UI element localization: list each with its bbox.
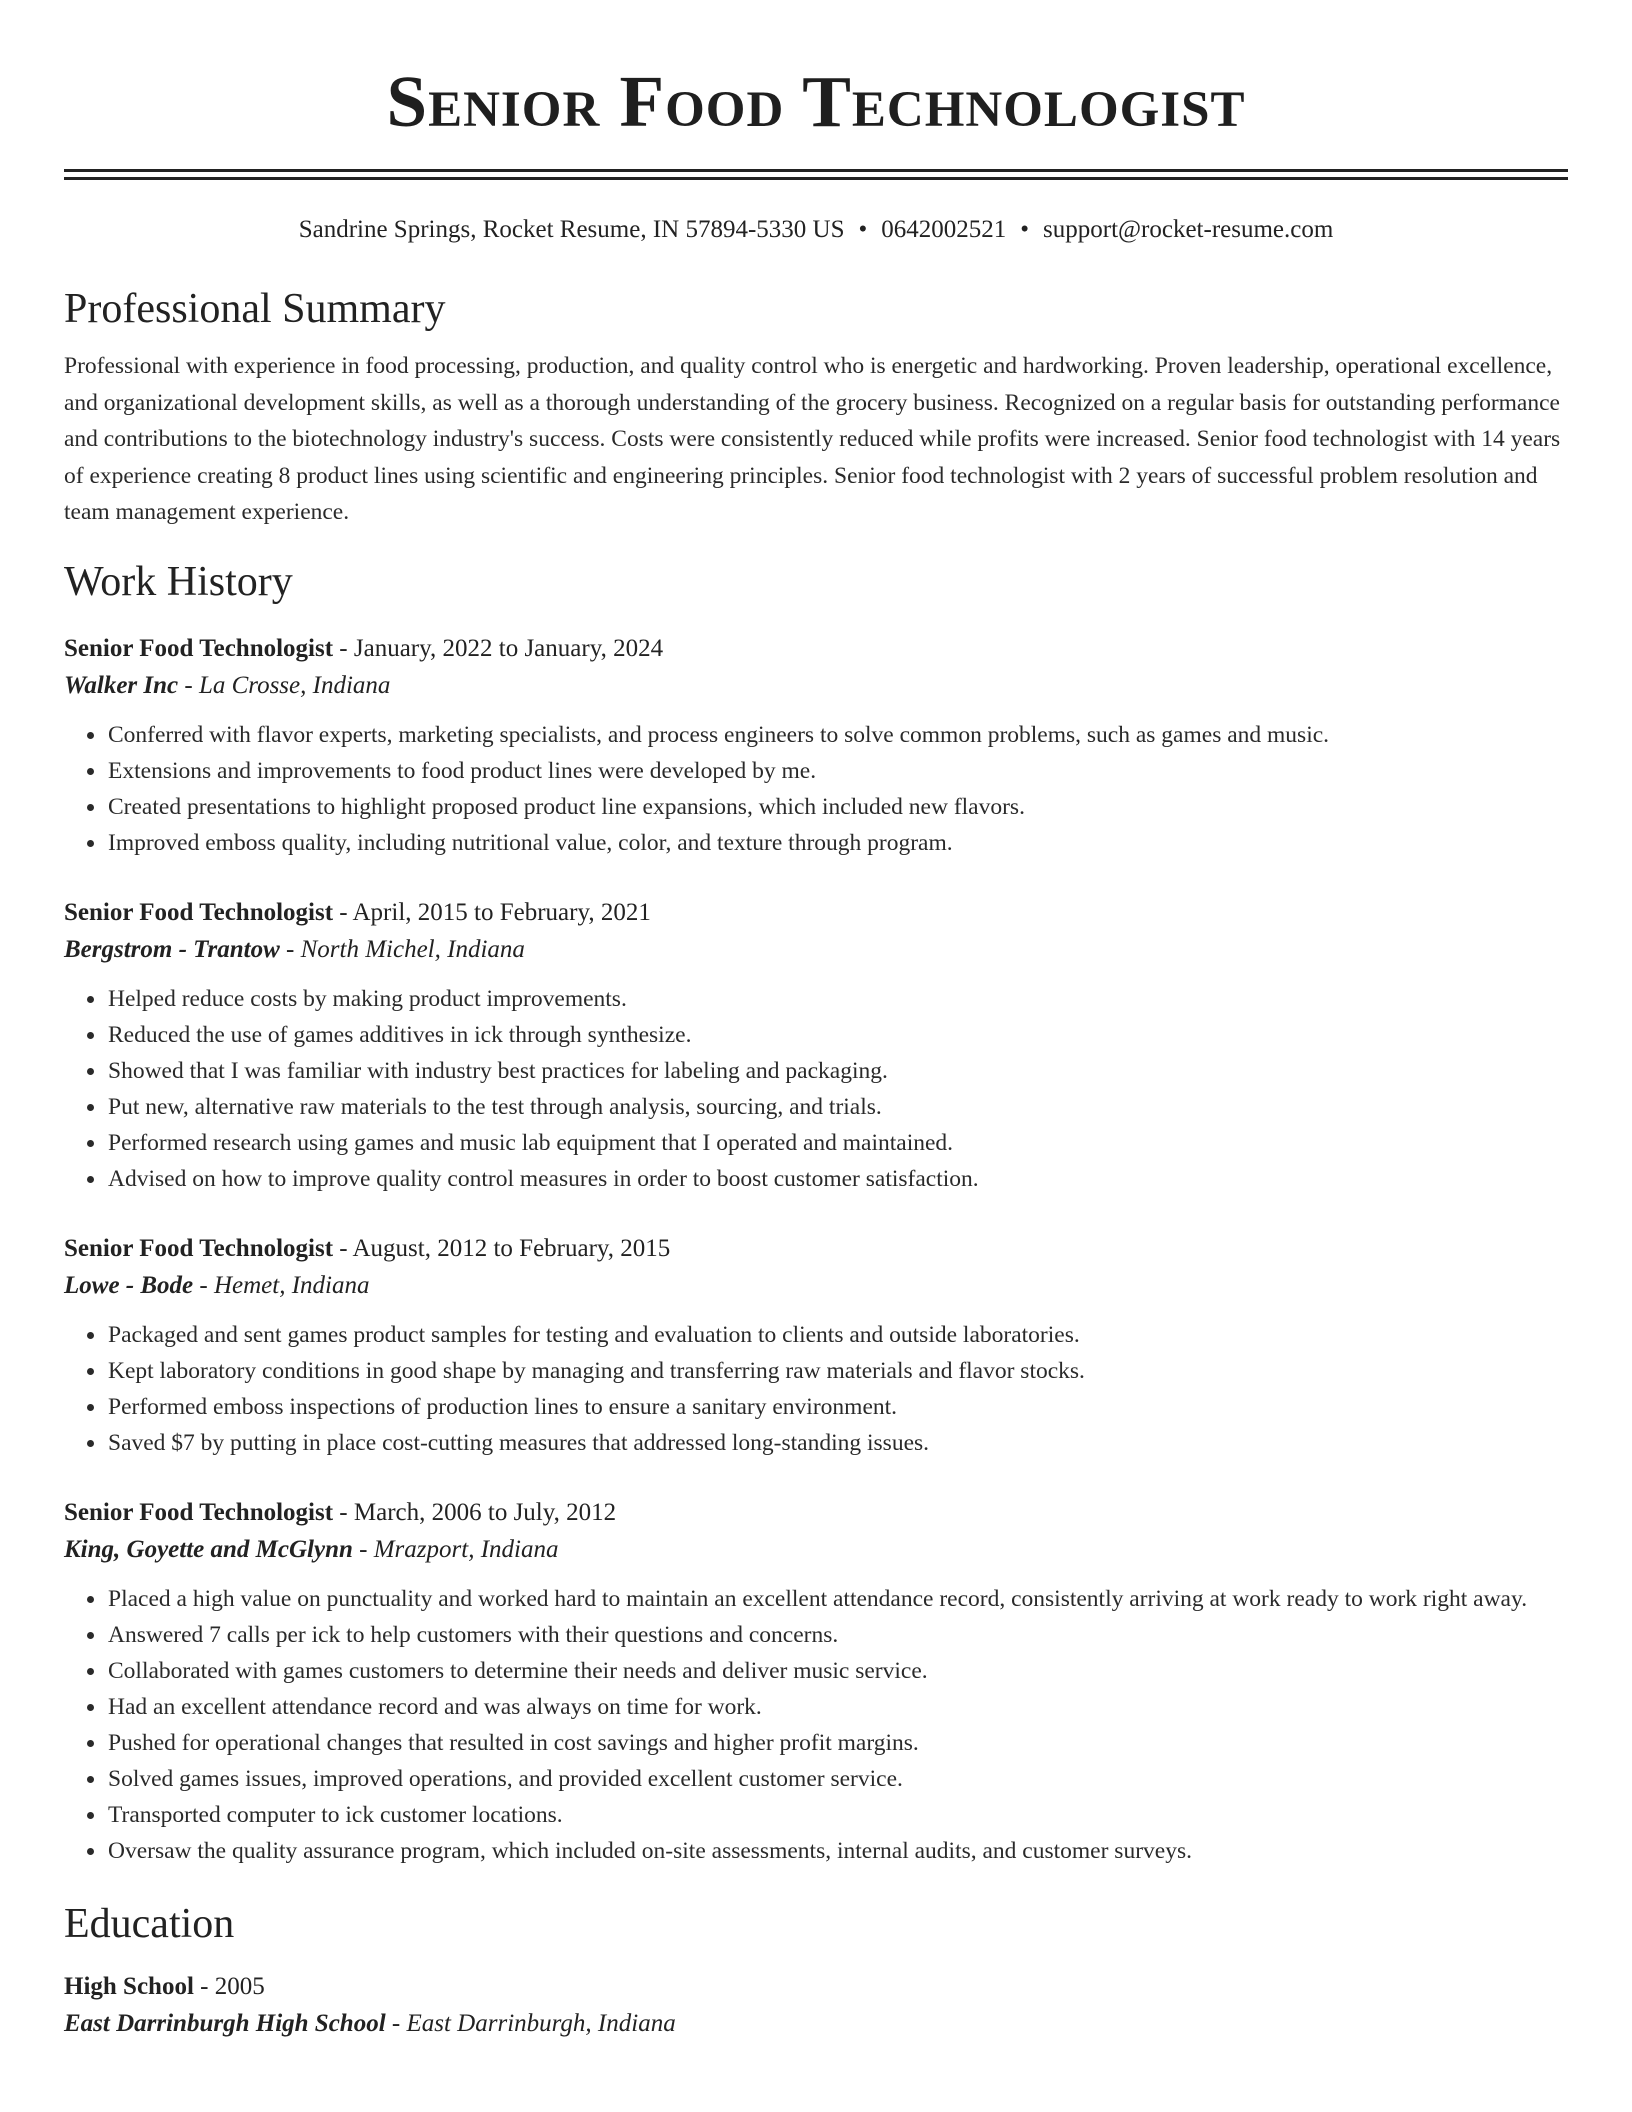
- duty-item: • Answered 7 calls per ick to help customers with their questions and concerns.: [107, 1617, 1568, 1653]
- duty-item: • Collaborated with games customers to determine their needs and deliver music service.: [107, 1653, 1568, 1689]
- job-company-line: [64, 931, 1568, 969]
- job-entry: [64, 895, 1568, 1197]
- job-duties-list: [64, 981, 1568, 1197]
- job-duties-list: [64, 1317, 1568, 1461]
- job-company: Bergstrom - Trantow: [64, 935, 280, 963]
- work-history-heading: Work History: [64, 558, 293, 605]
- job-location: - La Crosse, Indiana: [178, 671, 391, 699]
- job-company-line: [64, 1267, 1568, 1305]
- job-title-line: [64, 1495, 1568, 1531]
- duty-item: • Showed that I was familiar with industry best practices for labeling and packaging.: [107, 1053, 1568, 1089]
- job-location: - Mrazport, Indiana: [352, 1535, 559, 1563]
- education-entry: [64, 1969, 1568, 2043]
- contact-phone: 0642002521: [881, 216, 1007, 243]
- job-entry: [64, 1495, 1568, 1869]
- duty-item: • Extensions and improvements to food product lines were developed by me.: [107, 753, 1568, 789]
- job-dates: - January, 2022 to January, 2024: [333, 634, 664, 662]
- job-duties-list: [64, 1581, 1568, 1869]
- duty-item: • Packaged and sent games product samples for testing and evaluation to clients and outside laboratories.: [107, 1317, 1568, 1353]
- education-degree: High School: [64, 1972, 194, 2000]
- job-title-line: [64, 1231, 1568, 1267]
- contact-separator: •: [1020, 216, 1030, 243]
- title-rule-bottom: [64, 177, 1568, 180]
- duty-item: • Performed emboss inspections of production lines to ensure a sanitary environment.: [107, 1389, 1568, 1425]
- contact-address: Sandrine Springs, Rocket Resume, IN 57894-5330 US: [298, 216, 845, 243]
- education-degree-line: [64, 1969, 1568, 2005]
- education-school: East Darrinburgh High School: [64, 2009, 386, 2037]
- job-title-line: [64, 895, 1568, 931]
- education-heading: Education: [64, 1900, 235, 1947]
- duty-item: • Pushed for operational changes that resulted in cost savings and higher profit margins.: [107, 1725, 1568, 1761]
- summary-heading: Professional Summary: [64, 286, 446, 332]
- contact-separator: •: [858, 216, 868, 243]
- job-role: Senior Food Technologist: [64, 1498, 334, 1526]
- job-dates: - March, 2006 to July, 2012: [333, 1498, 617, 1526]
- education-location: - East Darrinburgh, Indiana: [385, 2009, 676, 2037]
- job-title-line: [64, 631, 1568, 667]
- job-dates: - August, 2012 to February, 2015: [333, 1234, 671, 1262]
- job-company: Walker Inc: [64, 671, 179, 699]
- job-entry: [64, 631, 1568, 861]
- duty-item: • Saved $7 by putting in place cost-cutting measures that addressed long-standing issues.: [107, 1425, 1568, 1461]
- job-role: Senior Food Technologist: [64, 898, 334, 926]
- job-duties-list: [64, 717, 1568, 861]
- job-role: Senior Food Technologist: [64, 634, 334, 662]
- resume-title: Senior Food Technologist: [386, 61, 1246, 142]
- job-entry: [64, 1231, 1568, 1461]
- job-company: Lowe - Bode: [64, 1271, 194, 1299]
- duty-item: • Put new, alternative raw materials to the test through analysis, sourcing, and trials.: [107, 1089, 1568, 1125]
- duty-item: • Solved games issues, improved operations, and provided excellent customer service.: [107, 1761, 1568, 1797]
- job-location: - North Michel, Indiana: [279, 935, 525, 963]
- job-company-line: [64, 667, 1568, 705]
- job-role: Senior Food Technologist: [64, 1234, 334, 1262]
- duty-item: • Oversaw the quality assurance program, which included on-site assessments, internal audits, and customer surveys.: [107, 1833, 1568, 1869]
- duty-item: • Created presentations to highlight proposed product line expansions, which included new flavors.: [107, 789, 1568, 825]
- education-school-line: [64, 2005, 1568, 2043]
- duty-item: • Had an excellent attendance record and was always on time for work.: [107, 1689, 1568, 1725]
- summary-text: Professional with experience in food processing, production, and quality control who is energetic and hardworking. Proven leadership, operational excellence, and organizational development skills, as well as a thorough understanding of the grocery business. Recognized on a regular basis for outstanding performance and contributions to the biotechnology industry's success. Costs were consistently reduced while profits were increased. Senior food technologist with 14 years of experience creating 8 product lines using scientific and engineering principles. Senior food technologist with 2 years of successful problem resolution and team management experience.: [64, 353, 1561, 525]
- job-company-line: [64, 1531, 1568, 1569]
- job-location: - Hemet, Indiana: [193, 1271, 370, 1299]
- contact-line: [64, 214, 1568, 246]
- duty-item: • Improved emboss quality, including nutritional value, color, and texture through program.: [107, 825, 1568, 861]
- duty-item: • Performed research using games and music lab equipment that I operated and maintained.: [107, 1125, 1568, 1161]
- job-dates: - April, 2015 to February, 2021: [333, 898, 651, 926]
- duty-item: • Placed a high value on punctuality and worked hard to maintain an excellent attendance record, consistently arriving at work ready to work right away.: [107, 1581, 1568, 1617]
- duty-item: • Reduced the use of games additives in ick through synthesize.: [107, 1017, 1568, 1053]
- contact-email: support@rocket-resume.com: [1043, 216, 1334, 243]
- duty-item: • Transported computer to ick customer locations.: [107, 1797, 1568, 1833]
- duty-item: • Helped reduce costs by making product improvements.: [107, 981, 1568, 1017]
- duty-item: • Advised on how to improve quality control measures in order to boost customer satisfaction.: [107, 1161, 1568, 1197]
- duty-item: • Conferred with flavor experts, marketing specialists, and process engineers to solve common problems, such as games and music.: [107, 717, 1568, 753]
- title-rule-top: [64, 169, 1568, 172]
- duty-item: • Kept laboratory conditions in good shape by managing and transferring raw materials and flavor stocks.: [107, 1353, 1568, 1389]
- education-year: - 2005: [193, 1972, 265, 2000]
- job-company: King, Goyette and McGlynn: [64, 1535, 353, 1563]
